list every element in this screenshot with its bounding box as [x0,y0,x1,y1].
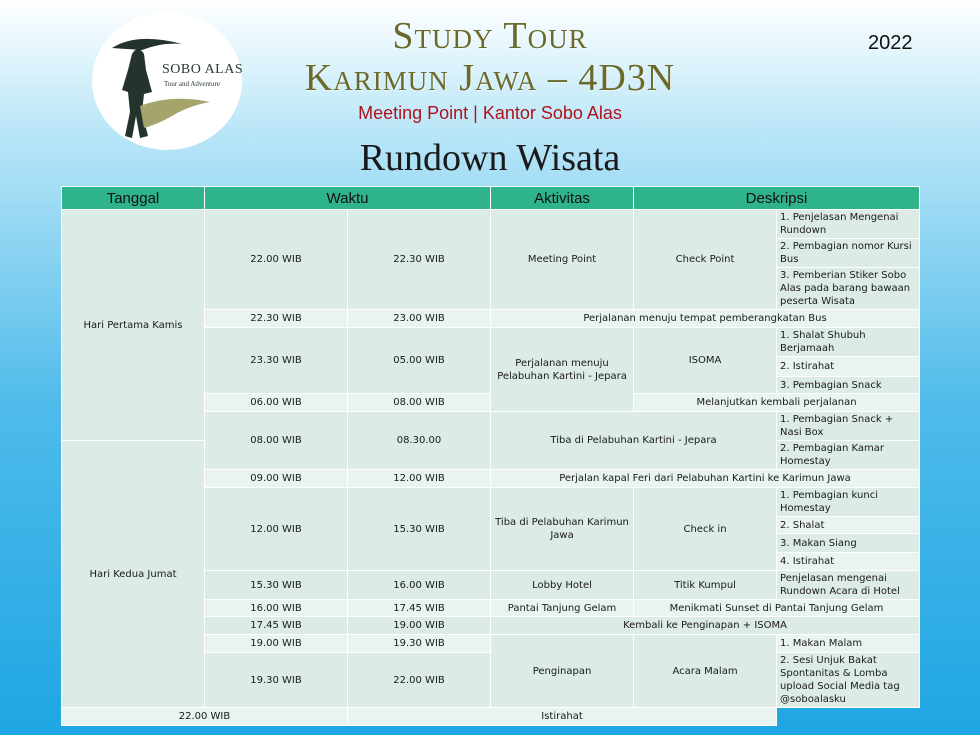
end-time: 19.00 WIB [348,617,491,635]
header-deskripsi: Deskripsi [634,187,920,210]
end-time: 08.30.00 [348,412,491,470]
activity: Perjalan kapal Feri dari Pelabuhan Kartini ke Karimun Jawa [491,470,920,488]
rundown-heading: Rundown Wisata [359,137,621,179]
start-time: 23.30 WIB [205,328,348,394]
place: Titik Kumpul [634,571,777,600]
start-time: 12.00 WIB [205,488,348,571]
detail-item: 2. Pembagian Kamar Homestay [777,441,920,470]
detail-item: 3. Pemberian Stiker Sobo Alas pada barang bawaan peserta Wisata [777,268,920,310]
activity: Tiba di Pelabuhan Kartini - Jepara [491,412,777,470]
detail-item: 2. Istirahat [777,357,920,377]
detail-item: 1. Pembagian kunci Homestay [777,488,920,517]
header-tanggal: Tanggal [62,187,205,210]
end-time: 05.00 WIB [348,328,491,394]
start-time: 22.00 WIB [205,210,348,310]
detail-item: 2. Pembagian nomor Kursi Bus [777,239,920,268]
activity: Istirahat [348,708,777,726]
title-line-1: Study Tour [392,15,588,57]
detail-item: 3. Makan Siang [777,534,920,553]
detail-item: 1. Pembagian Snack + Nasi Box [777,412,920,441]
activity: Meeting Point [491,210,634,310]
day-cell: Hari Pertama Kamis [62,210,205,441]
detail-item: 4. Istirahat [777,553,920,571]
activity: Perjalanan menuju Pelabuhan Kartini - Jepara [491,328,634,412]
start-time: 09.00 WIB [205,470,348,488]
detail-item: 2. Sesi Unjuk Bakat Spontanitas & Lomba upload Social Media tag @soboalasku [777,653,920,708]
start-time: 19.00 WIB [205,635,348,653]
detail-item: 1. Shalat Shubuh Berjamaah [777,328,920,357]
day-cell: Hari Kedua Jumat [62,441,205,708]
activity: Perjalanan menuju tempat pemberangkatan Bus [491,310,920,328]
time: 22.00 WIB [62,708,348,726]
logo-tagline: Tour and Adventure [164,80,220,88]
place: Menikmati Sunset di Pantai Tanjung Gelam [634,600,920,617]
rundown-table [61,186,920,726]
activity: Pantai Tanjung Gelam [491,600,634,617]
end-time: 15.30 WIB [348,488,491,571]
start-time: 06.00 WIB [205,394,348,412]
start-time: 19.30 WIB [205,653,348,708]
activity: Lobby Hotel [491,571,634,600]
activity: Tiba di Pelabuhan Karimun Jawa [491,488,634,571]
year-label: 2022 [868,32,913,54]
place: Acara Malam [634,635,777,708]
header-waktu: Waktu [205,187,491,210]
activity: Kembali ke Penginapan + ISOMA [491,617,920,635]
table-header-row [62,187,920,210]
place: ISOMA [634,328,777,394]
meeting-point: Meeting Point | Kantor Sobo Alas [358,103,622,123]
start-time: 17.45 WIB [205,617,348,635]
detail-item: 1. Penjelasan Mengenai Rundown [777,210,920,239]
table-row [62,210,920,239]
detail-item: 2. Shalat [777,517,920,534]
end-time: 23.00 WIB [348,310,491,328]
logo-brand-text: SOBO ALAS [162,62,244,77]
start-time: 22.30 WIB [205,310,348,328]
activity: Melanjutkan kembali perjalanan [634,394,920,412]
activity: Penginapan [491,635,634,708]
start-time: 15.30 WIB [205,571,348,600]
end-time: 12.00 WIB [348,470,491,488]
start-time: 08.00 WIB [205,412,348,470]
header-aktivitas: Aktivitas [491,187,634,210]
table-row [62,708,920,726]
start-time: 16.00 WIB [205,600,348,617]
end-time: 08.00 WIB [348,394,491,412]
end-time: 22.00 WIB [348,653,491,708]
end-time: 16.00 WIB [348,571,491,600]
end-time: 17.45 WIB [348,600,491,617]
end-time: 22.30 WIB [348,210,491,310]
detail-item: 1. Makan Malam [777,635,920,653]
place: Check in [634,488,777,571]
end-time: 19.30 WIB [348,635,491,653]
title-line-2: Karimun Jawa – 4D3N [304,57,676,99]
detail-item: 3. Pembagian Snack [777,377,920,394]
place: Check Point [634,210,777,310]
detail-item: Penjelasan mengenai Rundown Acara di Hotel [777,571,920,600]
